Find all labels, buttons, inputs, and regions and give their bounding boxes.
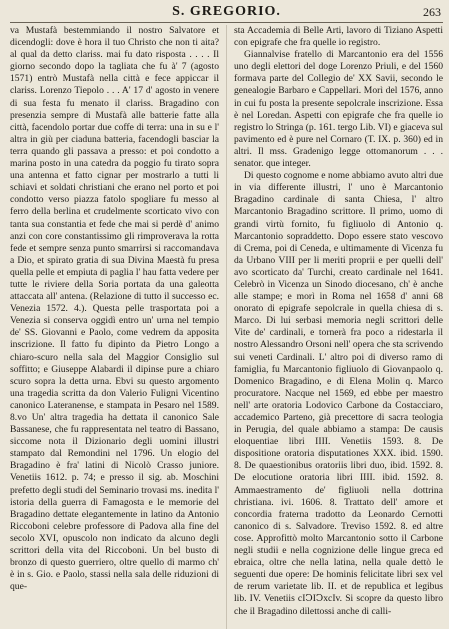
- page-number: 263: [423, 5, 441, 19]
- left-column: [10, 25, 219, 629]
- paragraph: Giannalvise fratello di Marcantonio era del 1556 uno degli elettori del doge Lorenzo Priuli, e del 1560 formava parte del Collegio de' XX Savii, secondo le genealogie Barbaro e Cappellari. Morì del 1576, anno in cui fu posta la presente sepolcrale inscrizione. Essa è nel Loredan. Aspetti con epigrafe che fra quelle io registro lo Stringa (p. 161. tergo Lib. VI) e giaceva sul pavimento ed è pure nel Cornaro (T. IX. p. 360) ed in altri. Il mss. Gradenigo legge ottomanorum . . . senator. que integer.: [234, 49, 443, 170]
- right-column: [234, 25, 443, 629]
- column-divider: [226, 25, 227, 629]
- paragraph: va Mustafà bestemmiando il nostro Salvatore et dicendogli: dove è hora il tuo Christo che non ti aita? al qual da detto clariss. mai fu dato risposta . . . . Il giorno secondo dopo la tagliata che fu à' 7 (agosto 1571) entrò Mustafà nella città e fece appiccar il clariss. Lorenzo Tiepolo . . . A' 17 d' agosto in venere di sua festa fu menato il clariss. Bragadino con presenzia sempre di Mustafà alle batterie fatte alla città, facendolo portar due coffe di terra: una in su e l' altra in giù per ciaduna batteria, facendogli basciar la terra quando gli passava a presso: et poi condotto a marina posto in una catedra da poggio fu tirato sopra una antenna et fatto cignar per mostrarlo a tutti li schiavi et soldati christiani che erano nel porto et poi condotto verso piazza fatolo spogliare fu messo al ferro della berlina et crudelmente scorticato vivo con tanta sua constantia et fede che mai si perdè d' animo anzi con core constantissimo gli rimproverava la rotta fede et sempre senza punto smarrirsi si raccomandava a Dio, et spirato gratia di sua Divina Maestà fu presa quella pelle et empiuta di paglia l' hau fatta vedere per tutte le riviere della Soria portata da una galeotta attaccata all' antena. (Relazione di tutto il successo ec. Venezia 1572. 4.). Questa pelle trasportata poi a Venezia si conserva oggidì entro un' urna nel tempio de' SS. Giovanni e Paolo, come vedrem da apposita inscrizione. Il fatto fu dipinto da Pietro Longo a chiaro-scuro nella sala del Maggior Consiglio sul soffitto; e Giuseppe Alabardi il dipinse pure a chiaro scuro sopra la detta urna. Ebvi su questo argomento una tragedia scritta da don Valerio Fuligni Vicentino canonico Lateranense, e stampata in Pesaro nel 1589. 8.vo Un' altra tragedia ha dettata il canonico Sale Bassanese, che fu rappresentata nel teatro di Bassano, siccome nota il Dizionario degli uomini illustri stampato dal Remondini nel 1796. Un elogio del Bragadino è fra' latini di Nicolò Crasso juniore. Venetiis 1612. p. 74; e presso il sig. ab. Moschini prefetto degli studi del Seminario trovasi ms. inedita l' istoria della guerra di Famagosta e le memorie del Bragadino dettate elegantemente in latino da Antonio Riccoboni celebre professore di Padova alla fine del secolo XVI, opuscolo non indicato da alcuno degli scrittori della vita del Riccoboni. Un bel busto di bronzo di questo guerriero, oltre quello di marmo ch' è in s. Gio. e Paolo, stassi nella sala delle riduzioni di que-: [10, 25, 219, 593]
- page-header: [10, 4, 443, 23]
- paragraph: sta Accademia di Belle Arti, lavoro di Tiziano Aspetti con epigrafe che fra quelle io registro.: [234, 25, 443, 49]
- running-title: S. GREGORIO.: [172, 4, 281, 19]
- text-columns: [10, 25, 443, 629]
- paragraph: Di questo cognome e nome abbiamo avuto altri due in via differente illustri, l' uno è Marcantonio Bragadino cardinale di santa Chiesa, l' altro Marcantonio Bragadino scrittore. Il primo, uomo di grandi virtù fornito, fu figliuolo di Antonio q. Marcantonio sopraddetto. Dopo essere stato vescovo di Crema, poi di Ceneda, e ultimamente di Vicenza fu da Urbano VIII per li meriti proprii e per quelli dell' avo scorticato da' Turchi, creato cardinale nel 1641. Celebrò in Vicenza un Sinodo diocesano, ch' è anche alle stampe; e morì in Roma nel 1658 d' anni 68 onorato di epigrafe sepolcrale in quella chiesa di s. Marco. Di lui serbasi memoria negli scrittori delle Vite de' cardinali, e tornerà fra poco a ridestarla il nostro Alessandro Orsoni nell' opera che sta scrivendo sui veneti Cardinali. L' altro poi di diverso ramo di famiglia, fu Marcantonio figliuolo di Giovanpaolo q. Domenico Bragadino, e di Elena Molin q. Marco procuratore. Nacque nel 1569, ed ebbe per maestro nell' arte oratoria Lodovico Carbone da Costacciaro, accademico Parteno, già precettore di sacra teologia in Perugia, del quale abbiamo a stampa: De causis eloquentiae libri IIII. Venetiis 1593. 8. De dispositione oratoria disputationes XXX. ibid. 1590. 8. De quaestionibus oratoriis libri duo, ibid. 1592. 8. De elocutione oratoria libri IIII. ibid. 1592. 8. Ammaestramento de' figliuoli nella dottrina christiana. ivi. 1606. 8. Trattato dell' amore et concordia fraterna tradotto da Leonardo Cernotti canonico di s. Salvadore. Treviso 1592. 8. ed altre cose. Approfittò molto Marcantonio sotto il Carbone negli studii e nella cognizione delle lingue greca ed ebraica, oltre che nella latina, nella quale dettò le seguenti due opere: De hominis felicitate libri sex vel de rerum varietate lib. II. et de republica et legibus lib. IV. Venetiis cIↃIↃxcIv. Si scopre da questo libro che il Bragadino dilettossi anche di calli-: [234, 170, 443, 617]
